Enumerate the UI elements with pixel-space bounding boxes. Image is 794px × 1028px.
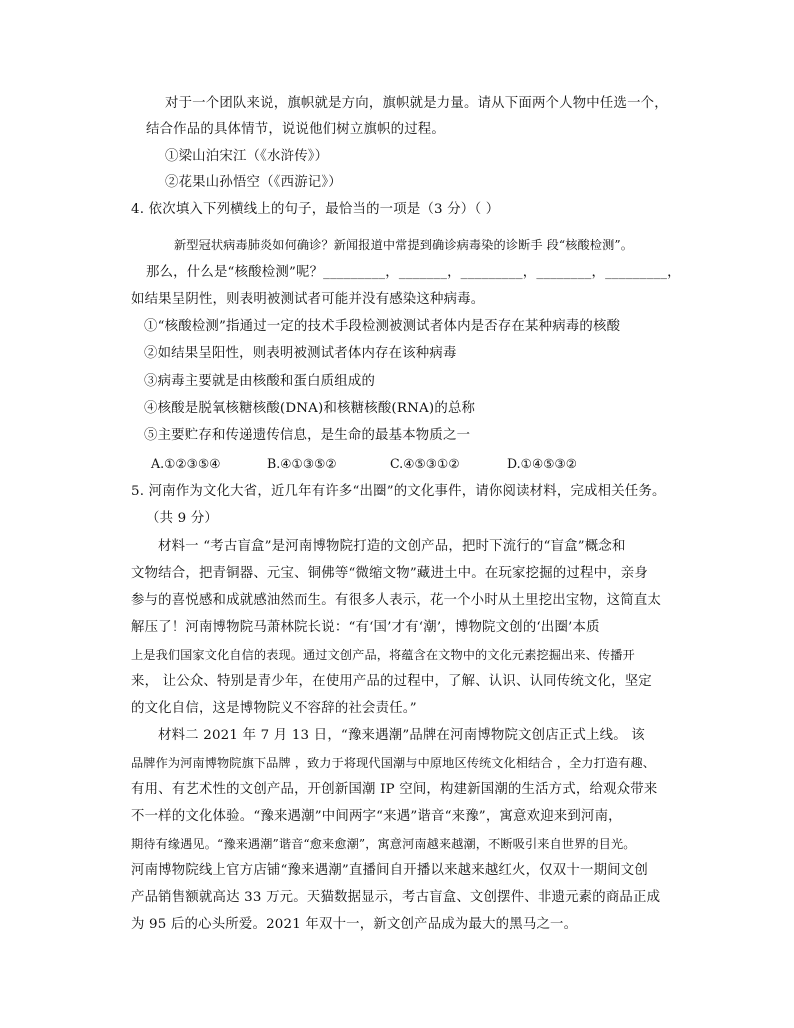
material2-line: 不一样的文化体验。“豫来遇潮”中间两字“来遇”谐音“来豫”，寓意欢迎来到河南，: [131, 809, 622, 824]
material2-line: 产品销售额就高达 33 万元。天猫数据显示，考古盲盒、文创摆件、非遗元素的商品正成: [131, 890, 661, 905]
intro-line-2: 结合作品的具体情节，说说他们树立旗帜的过程。: [146, 122, 445, 137]
material2-line: 材料二 2021 年 7 月 13 日，“豫来遇潮”品牌在河南博物院文创店正式上线。 该: [158, 728, 645, 743]
material1-line: 解压了！河南博物院马萧林院长说：“有‘国’才有‘潮’，博物院文创的‘出圈’本质: [131, 620, 600, 635]
intro-choice-1: ①梁山泊宋江（《水浒传》）: [165, 149, 329, 164]
material2-line: 河南博物院线上官方店铺“豫来遇潮”直播间自开播以来越来越红火，仅双十一期间文创: [131, 863, 648, 878]
material1-line: 参与的喜悦感和成就感油然而生。有很多人表示，花一个小时从土里挖出宝物，这简直太: [131, 593, 662, 608]
material1-line: 材料一 “考古盲盒”是河南博物院打造的文创产品，把时下流行的“盲盒”概念和: [158, 539, 626, 554]
q4-item-5: ⑤主要贮存和传递遗传信息，是生命的最基本物质之一: [144, 428, 471, 443]
q4-option-d: D.①④⑤③②: [507, 456, 578, 471]
q4-item-1: ①“核酸检测”指通过一定的技术手段检测被测试者体内是否存在某种病毒的核酸: [144, 319, 621, 334]
q4-option-c: C.④⑤③①②: [390, 456, 460, 471]
intro-line-1: 对于一个团队来说，旗帜就是方向，旗帜就是力量。请从下面两个人物中任选一个，: [165, 96, 668, 111]
material1-line: 上是我们国家文化自信的表现。通过文创产品，将蕴含在文物中的文化元素挖掘出来、传播开: [131, 648, 635, 662]
q5-stem-line-1: 5. 河南作为文化大省，近几年有许多“出圈”的文化事件，请你阅读材料，完成相关任务。: [131, 484, 666, 499]
material1-line: 的文化自信，这是博物院义不容辞的社会责任。”: [131, 701, 417, 716]
material1-line: 文物结合，把青铜器、元宝、铜佛等“微缩文物”藏进土中。在玩家挖掘的过程中，亲身: [131, 566, 648, 581]
intro-choice-2: ②花果山孙悟空（《西游记》）: [165, 175, 342, 190]
q4-item-3: ③病毒主要就是由核酸和蛋白质组成的: [144, 374, 376, 389]
q5-stem-line-2: （共 9 分）: [146, 511, 218, 526]
material1-line: 来， 让公众、特别是青少年，在使用产品的过程中，了解、认识、认同传统文化，坚定: [131, 674, 652, 689]
material2-line: 有用、有艺术性的文创产品，开创新国潮 IP 空间，构建新国潮的生活方式，给观众带来: [131, 782, 658, 797]
q4-passage-line-1: 新型冠状病毒肺炎如何确诊？新闻报道中常提到确诊病毒染的诊断手 段“核酸检测”。: [174, 238, 633, 252]
q4-item-4: ④核酸是脱氧核糖核酸(DNA)和核糖核酸(RNA)的总称: [144, 401, 476, 416]
q4-option-a: A.①②③⑤④: [151, 456, 221, 471]
material2-line: 品牌作为河南博物院旗下品牌 ，致力于将现代国潮与中原地区传统文化相结合 ，全力打造有趣、: [131, 756, 656, 770]
material2-line: 为 95 后的心头所爱。2021 年双十一，新文创产品成为最大的黑马之一。: [131, 917, 578, 932]
q4-stem: 4. 依次填入下列横线上的句子，最恰当的一项是（3 分）（ ）: [131, 202, 500, 217]
q4-passage-line-3: 如结果呈阴性，则表明被测试者可能并没有感染这种病毒。: [131, 292, 485, 307]
q4-item-2: ②如结果呈阳性，则表明被测试者体内存在该种病毒: [144, 346, 457, 361]
q4-passage-line-2: 那么，什么是“核酸检测”呢？_________，_______，_________，________，_________，: [146, 265, 681, 280]
material2-line: 期待有缘遇见。“豫来遇潮”谐音“愈来愈潮”，寓意河南越来越潮，不断吸引来自世界的目光。: [131, 837, 636, 851]
q4-option-b: B.④①③⑤②: [267, 456, 337, 471]
